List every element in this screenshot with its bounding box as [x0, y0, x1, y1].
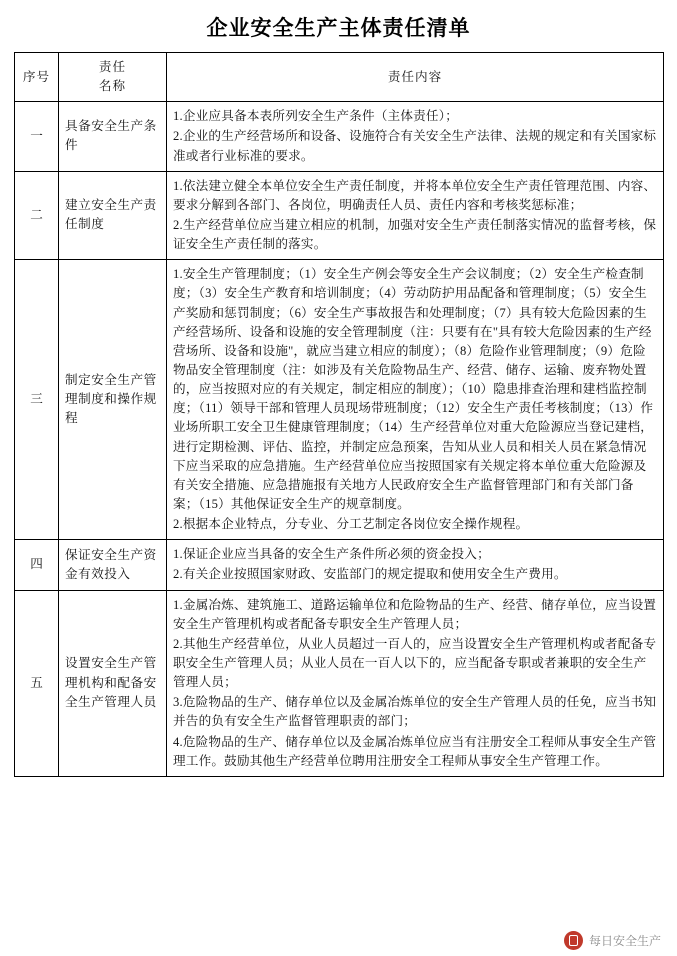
content-item: 1.企业应具备本表所列安全生产条件（主体责任）；: [173, 109, 459, 124]
content-item: 1.保证企业应当具备的安全生产条件所必须的资金投入；: [173, 547, 490, 562]
table-row: [15, 540, 664, 590]
row-content: [167, 260, 664, 540]
shield-logo-icon: [564, 931, 583, 950]
table-row: [15, 102, 664, 171]
header-responsibility-name-line2: 名称: [98, 79, 127, 94]
row-seq: 一: [15, 102, 59, 171]
table-row: [15, 590, 664, 776]
page-title: 企业安全生产主体责任清单: [206, 16, 471, 40]
row-responsibility-name: 设置安全生产管理机构和配备安全生产管理人员: [59, 590, 167, 776]
row-seq: 四: [15, 540, 59, 590]
row-seq: 三: [15, 260, 59, 540]
content-item: 1.金属冶炼、建筑施工、道路运输单位和危险物品的生产、经营、储存单位，应当设置安全生产管理机构或者配备专职安全生产管理人员；: [173, 597, 657, 631]
row-seq: 二: [15, 171, 59, 260]
header-content: 责任内容: [167, 53, 664, 102]
content-item: 2.有关企业按照国家财政、安监部门的规定提取和使用安全生产费用。: [173, 567, 567, 582]
content-item: 3.危险物品的生产、储存单位以及金属冶炼单位的安全生产管理人员的任免，应当书知并告的负有安全生产监督管理职责的部门；: [173, 695, 657, 729]
row-responsibility-name: 保证安全生产资金有效投入: [59, 540, 167, 590]
content-item: 4.危险物品的生产、储存单位以及金属冶炼单位应当有注册安全工程师从事安全生产管理工作。鼓励其他生产经营单位聘用注册安全工程师从事安全生产管理工作。: [173, 734, 657, 768]
row-content: [167, 102, 664, 171]
watermark-label: 每日安全生产: [588, 934, 661, 948]
content-item: 2.其他生产经营单位，从业人员超过一百人的，应当设置安全生产管理机构或者配备专职安全生产管理人员；从业人员在一百人以下的，应当配备专职或者兼职的安全生产管理人员；: [173, 636, 657, 690]
row-seq: 五: [15, 590, 59, 776]
row-responsibility-name: 具备安全生产条件: [59, 102, 167, 171]
table-header-row: [15, 53, 664, 102]
header-responsibility-name-line1: 责任: [98, 60, 127, 74]
header-seq: 序号: [15, 53, 59, 102]
content-item: 2.企业的生产经营场所和设备、设施符合有关安全生产法律、法规的规定和有关国家标准或者行业标准的要求。: [173, 129, 657, 163]
responsibility-table: [14, 52, 664, 777]
content-item: 1.依法建立健全本单位安全生产责任制度，并将本单位安全生产责任管理范围、内容、要求分解到各部门、各岗位，明确责任人员、责任内容和考核奖惩标准；: [173, 178, 657, 212]
row-responsibility-name: 制定安全生产管理制度和操作规程: [59, 260, 167, 540]
row-responsibility-name: 建立安全生产责任制度: [59, 171, 167, 260]
row-content: [167, 171, 664, 260]
table-row: [15, 260, 664, 540]
content-item: 1.安全生产管理制度；（1）安全生产例会等安全生产会议制度；（2）安全生产检查制度；（3）安全生产教育和培训制度；（4）劳动防护用品配备和管理制度；（5）安全生产奖励和惩罚制度；（6）安全生产事故报告和处理制度；（7）具有较大危险因素的生产经营场所、设备和设施的安全管理制度（注：只要有在"具有较大危险因素的生产经营场所、设备和设施"，就应当建立相应的制度）；（8）危险作业管理制度；（9）危险物品安全管理制度（注：如涉及有关危险物品生产、经营、储存、运输、废弃物处置的，应当按照对应的有关规定，制定相应的制度）；（10）隐患排查治理和建档监控制度；（11）领导干部和管理人员现场带班制度；（12）安全生产责任考核制度；（13）作业场所职工安全卫生健康管理制度；（14）生产经营单位对重大危险源应当登记建档，进行定期检测、评估、监控，并制定应急预案，告知从业人员和相关人员在紧急情况下应当采取的应急措施。生产经营单位应当按照国家有关规定将本单位重大危险源及有关安全措施、应急措施报有关地方人民政府安全生产监督管理部门和有关部门备案；（15）其他保证安全生产的规章制度。: [173, 267, 654, 511]
table-row: [15, 171, 664, 260]
row-content: [167, 590, 664, 776]
watermark: [564, 931, 661, 950]
header-responsibility-name: [59, 53, 167, 102]
row-content: [167, 540, 664, 590]
content-item: 2.根据本企业特点，分专业、分工艺制定各岗位安全操作规程。: [173, 517, 529, 532]
content-item: 2.生产经营单位应当建立相应的机制，加强对安全生产责任制落实情况的监督考核，保证安全生产责任制的落实。: [173, 217, 657, 252]
